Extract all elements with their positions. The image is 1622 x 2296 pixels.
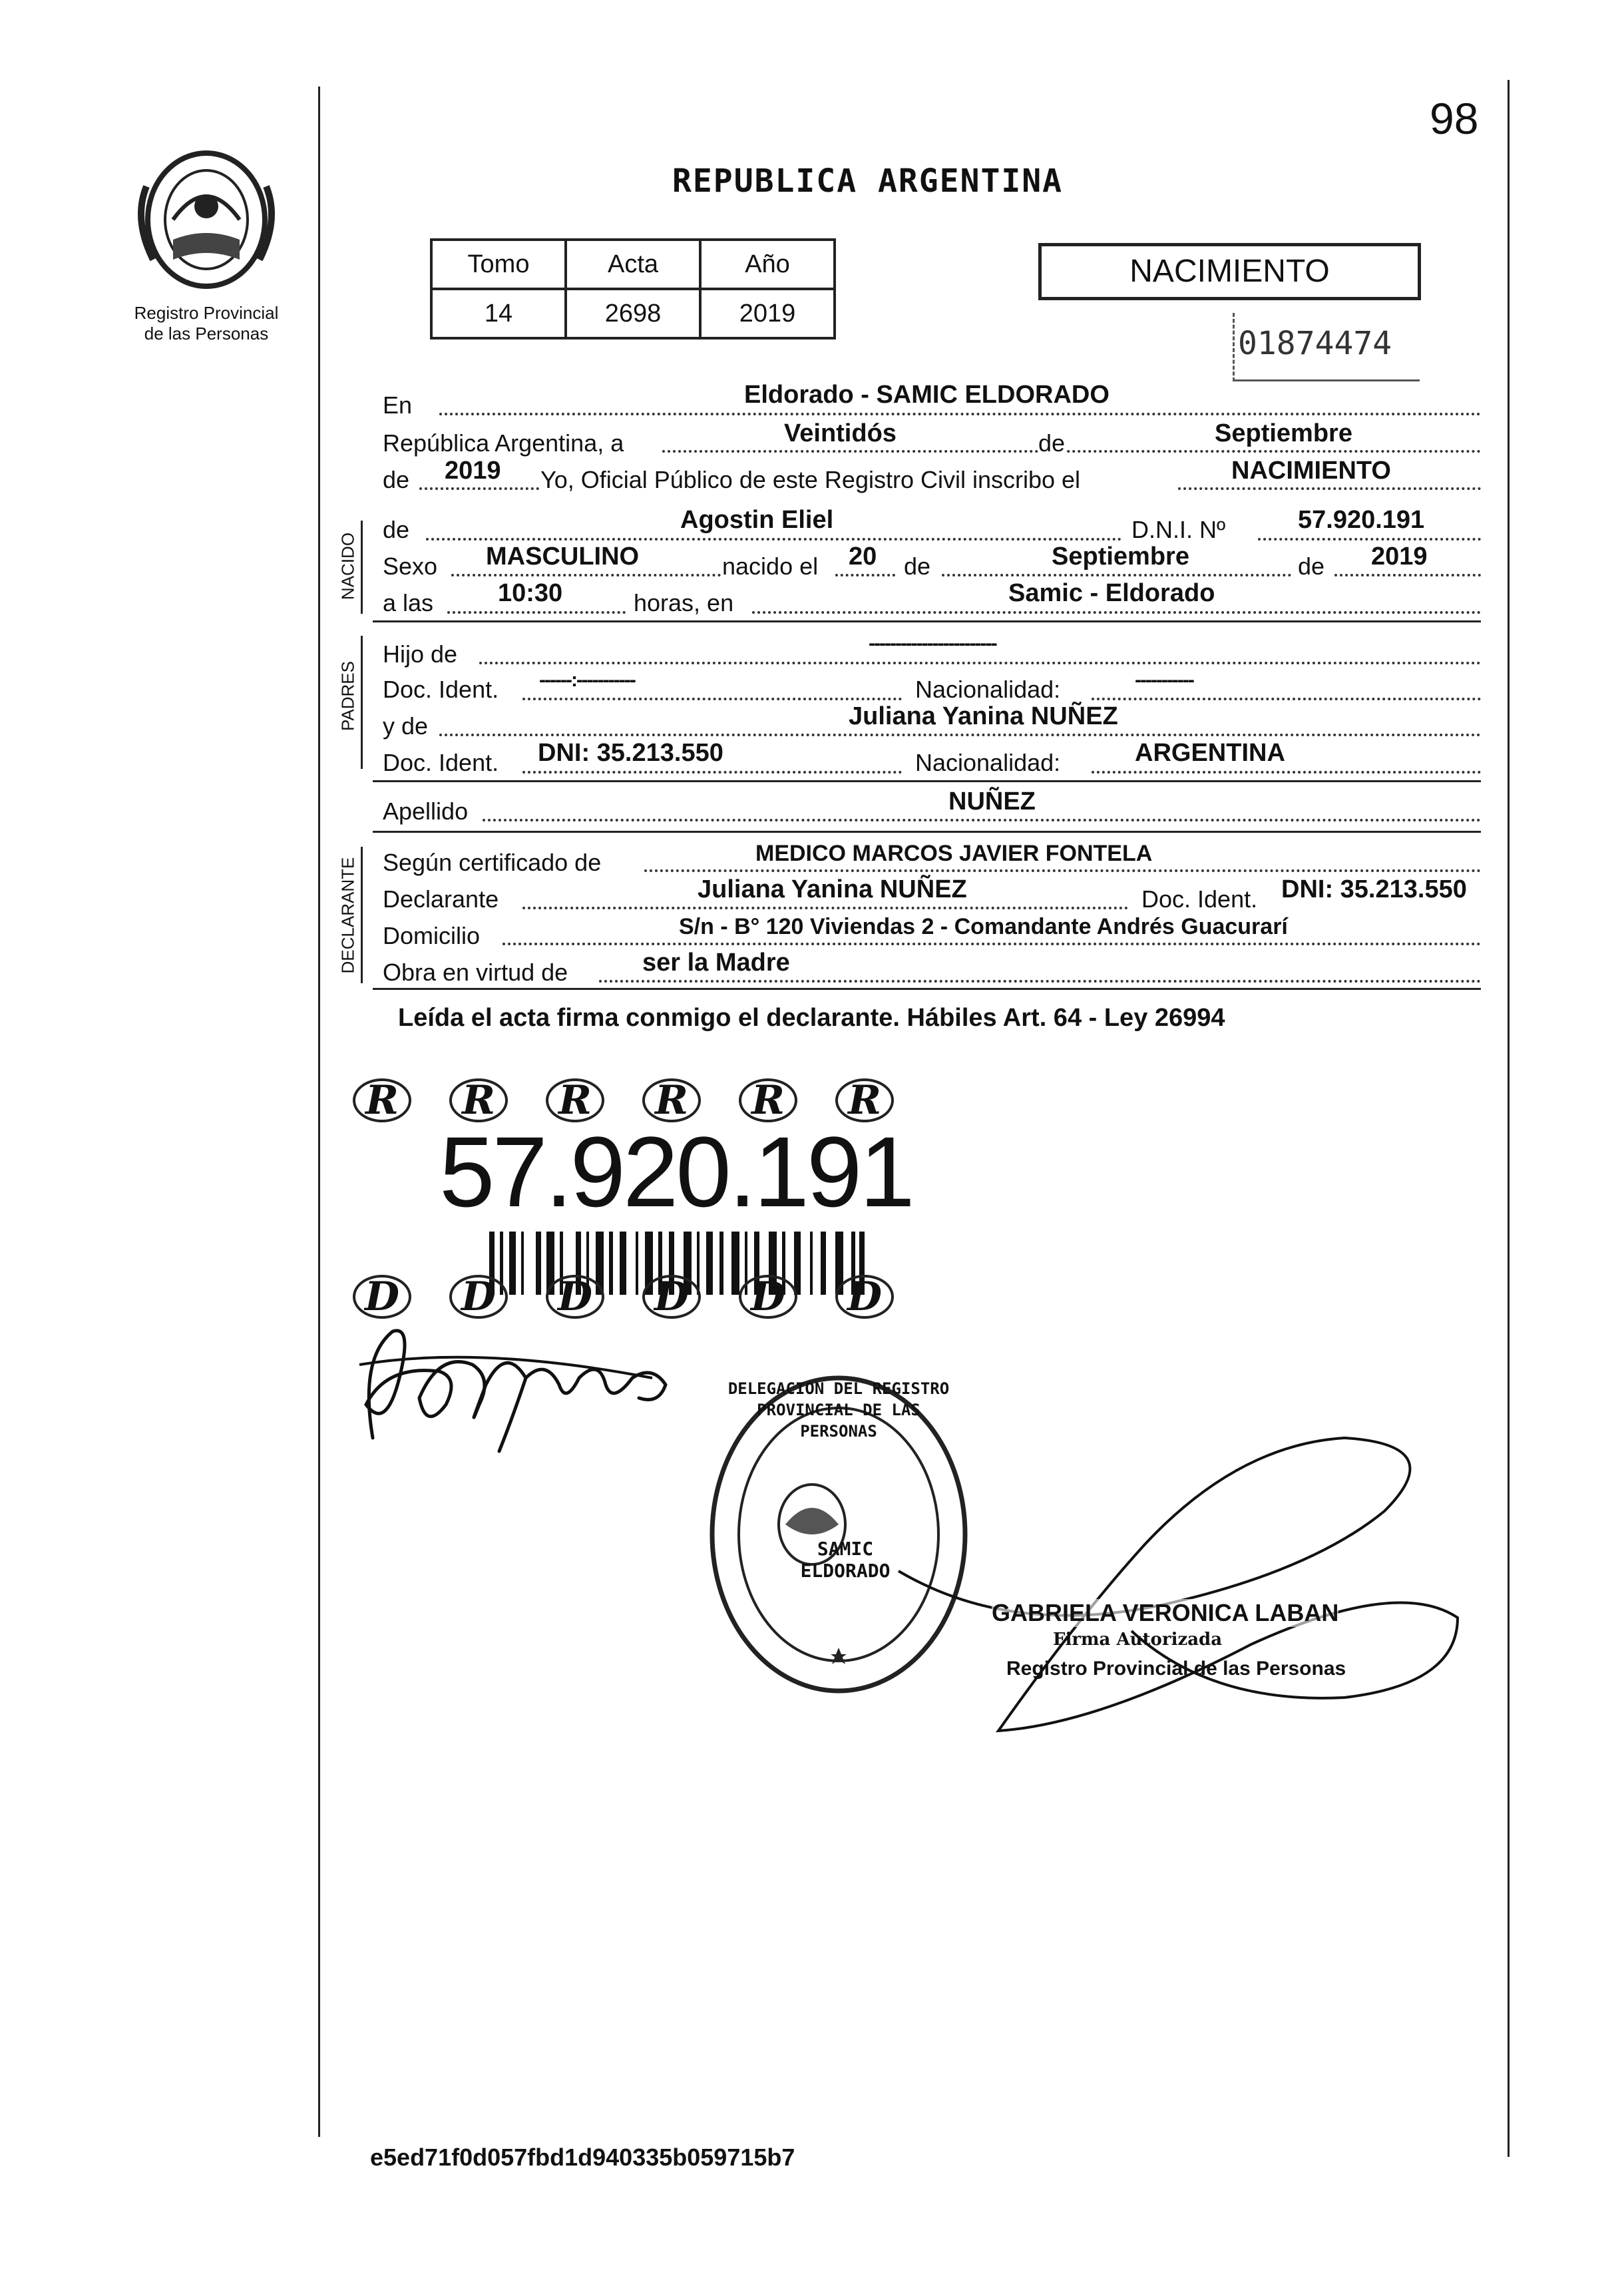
official-role: Firma Autorizada (1053, 1630, 1223, 1650)
logo-caption-line1: Registro Provincial (134, 303, 279, 323)
madre-doc: DNI: 35.213.550 (538, 739, 723, 767)
label-de-1: de (1038, 429, 1066, 457)
padre-value: ------------------------ (869, 632, 996, 654)
sticker-mark-d4: D (642, 1275, 701, 1319)
id-sticker (353, 1072, 938, 1325)
sticker-mark-r5: R (739, 1078, 797, 1122)
label-alas: a las (383, 589, 434, 616)
dots-mes (942, 574, 1291, 576)
label-nacido-de2: de (1298, 553, 1325, 580)
section-label-declarante: DECLARANTE (337, 857, 358, 974)
label-nacionalidad-1: Nacionalidad: (915, 676, 1061, 703)
right-margin-line (1508, 80, 1510, 2157)
label-doc-ident-1: Doc. Ident. (383, 676, 499, 703)
nacido-sexo: MASCULINO (486, 543, 640, 571)
sticker-mark-d6: D (835, 1275, 894, 1319)
divider-declarante (373, 988, 1481, 990)
label-domicilio: Domicilio (383, 922, 481, 949)
dots-doc2 (522, 771, 902, 774)
label-nacionalidad-2: Nacionalidad: (915, 749, 1061, 776)
legal-note: Leída el acta firma conmigo el declarante. Hábiles Art. 64 - Ley 26994 (398, 1004, 1225, 1032)
doc-type-box (1038, 243, 1421, 300)
sticker-mark-r4: R (642, 1078, 701, 1122)
sticker-mark-d5: D (739, 1275, 797, 1319)
dots-domicilio (503, 943, 1481, 945)
dots-nac1 (1092, 698, 1481, 700)
label-de-2: de (383, 466, 410, 493)
certificado-value: MEDICO MARCOS JAVIER FONTELA (755, 841, 1153, 866)
label-en: En (383, 391, 413, 419)
nacido-mes: Septiembre (1052, 543, 1189, 571)
nacido-lugar: Samic - Eldorado (1008, 579, 1215, 607)
section-label-nacido: NACIDO (337, 532, 358, 600)
dots-certificado (644, 869, 1481, 872)
dots-dia (835, 574, 895, 576)
madre-nacionalidad: ARGENTINA (1135, 739, 1285, 767)
label-decl-doc: Doc. Ident. (1141, 885, 1258, 913)
page-number: 98 (1430, 94, 1479, 143)
label-obra: Obra en virtud de (383, 959, 568, 986)
sticker-mark-r1: R (353, 1078, 411, 1122)
serial-number: 01874474 (1238, 325, 1392, 362)
acta-tipo: NACIMIENTO (1231, 457, 1391, 485)
stamp-ring-text: DELEGACION DEL REGISTRO PROVINCIAL DE LAS PERSONAS (727, 1379, 950, 1441)
stamp-inner-text: SAMIC ELDORADO (800, 1538, 891, 1582)
dots-anio (419, 487, 539, 490)
acta-dia: Veintidós (784, 419, 897, 447)
table-header-tomo: Tomo (431, 240, 566, 289)
registry-table (430, 238, 836, 340)
divider-apellido (373, 831, 1481, 833)
sticker-mark-d2: D (449, 1275, 508, 1319)
section-label-padres: PADRES (337, 661, 358, 731)
logo (126, 146, 286, 344)
doc-type-label: NACIMIENTO (1129, 254, 1330, 289)
domicilio-value: S/n - B° 120 Viviendas 2 - Comandante Andrés Guacurarí (679, 914, 1288, 939)
obra-value: ser la Madre (642, 949, 790, 977)
acta-mes: Septiembre (1215, 419, 1352, 447)
acta-lugar: Eldorado - SAMIC ELDORADO (744, 381, 1110, 409)
dots-nacido-anio (1334, 574, 1481, 576)
sticker-mark-r6: R (835, 1078, 894, 1122)
dots-sexo (451, 574, 721, 576)
dots-doc1 (522, 698, 902, 700)
sticker-mark-r2: R (449, 1078, 508, 1122)
apellido-value: NUÑEZ (948, 788, 1036, 815)
table-value-anio: 2019 (700, 289, 835, 338)
table-value-acta: 2698 (566, 289, 700, 338)
label-oficial: Yo, Oficial Público de este Registro Civil inscribo el (540, 466, 1081, 493)
label-nacido-el: nacido el (722, 553, 819, 580)
provincia-misiones-seal-icon (126, 146, 286, 293)
dots-republica (662, 450, 1481, 453)
dots-nac2 (1092, 771, 1481, 774)
declarante-section-line (361, 847, 363, 983)
logo-caption-line2: de las Personas (144, 324, 269, 344)
dots-obra (599, 980, 1481, 983)
doc1-value: ------:----------- (539, 669, 635, 691)
official-name: GABRIELA VERONICA LABAN (992, 1599, 1339, 1626)
dots-apellido (483, 819, 1481, 821)
serial-bracket (1233, 313, 1420, 381)
declarante-nombre: Juliana Yanina NUÑEZ (698, 875, 967, 903)
divider-padres (373, 780, 1481, 782)
label-apellido: Apellido (383, 798, 469, 825)
sticker-mark-d3: D (546, 1275, 604, 1319)
dots-hora (447, 611, 626, 614)
label-certificado: Según certificado de (383, 849, 602, 876)
nacido-section-line (361, 521, 363, 614)
nacido-nombre: Agostin Eliel (680, 506, 834, 534)
label-horas-en: horas, en (634, 589, 734, 616)
dots-declarante (522, 907, 1128, 909)
table-header-anio: Año (700, 240, 835, 289)
table-header-acta: Acta (566, 240, 700, 289)
declarant-signature (346, 1305, 692, 1458)
declarante-doc: DNI: 35.213.550 (1281, 875, 1467, 903)
label-hijo-de: Hijo de (383, 640, 458, 668)
document-hash: e5ed71f0d057fbd1d940335b059715b7 (370, 2144, 795, 2171)
label-dni: D.N.I. Nº (1131, 516, 1226, 543)
dots-padre (479, 662, 1481, 664)
label-nacido-de: de (383, 516, 410, 543)
label-nacido-de1: de (904, 553, 931, 580)
dots-en (439, 413, 1481, 415)
official-signature (879, 1418, 1464, 1771)
acta-anio: 2019 (445, 457, 501, 485)
dots-madre (439, 734, 1481, 736)
label-republica: República Argentina, a (383, 429, 624, 457)
divider-nacido (373, 620, 1481, 622)
sticker-mark-d1: D (353, 1275, 411, 1319)
official-office: Registro Provincial de las Personas (1006, 1658, 1346, 1680)
sticker-number: 57.920.191 (439, 1116, 912, 1228)
dots-dni (1258, 538, 1481, 541)
label-y-de: y de (383, 712, 429, 740)
nac1-value: ----------- (1135, 669, 1193, 691)
nacido-anio: 2019 (1371, 543, 1428, 571)
dots-lugar-nac (752, 611, 1481, 614)
nacido-dni: 57.920.191 (1298, 506, 1425, 534)
page-title: REPUBLICA ARGENTINA (672, 162, 1064, 200)
padres-section-line (361, 636, 363, 769)
dots-tipo (1178, 487, 1481, 490)
left-margin-line (318, 87, 320, 2137)
nacido-hora: 10:30 (498, 579, 563, 607)
label-declarante: Declarante (383, 885, 499, 913)
label-sexo: Sexo (383, 553, 438, 580)
table-value-tomo: 14 (431, 289, 566, 338)
label-doc-ident-2: Doc. Ident. (383, 749, 499, 776)
dots-nombre (426, 538, 1121, 541)
sticker-mark-r3: R (546, 1078, 604, 1122)
nacido-dia: 20 (849, 543, 877, 571)
madre-nombre: Juliana Yanina NUÑEZ (849, 702, 1118, 730)
